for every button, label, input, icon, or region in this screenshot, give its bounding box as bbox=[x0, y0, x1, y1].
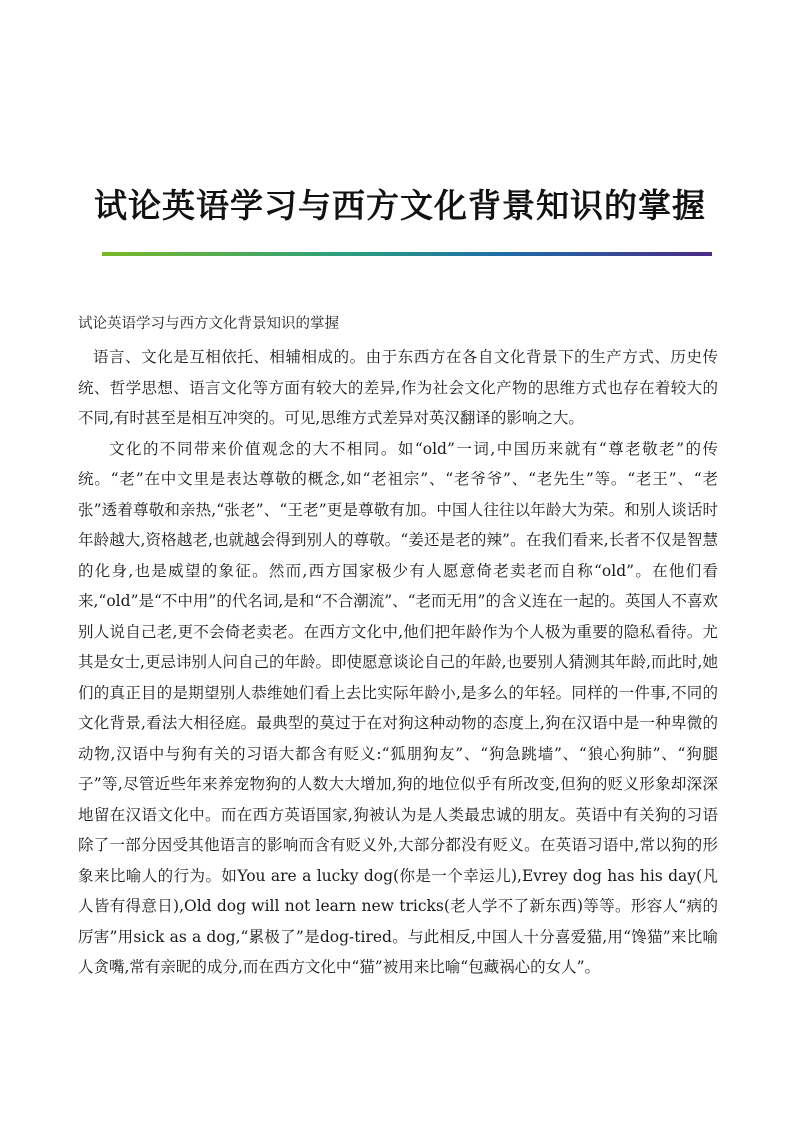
document-title: 试论英语学习与西方文化背景知识的掌握 bbox=[94, 186, 706, 226]
document-subtitle: 试论英语学习与西方文化背景知识的掌握 bbox=[78, 316, 339, 332]
title-divider bbox=[102, 252, 712, 256]
document-body bbox=[78, 342, 718, 983]
paragraph-culture-values: 文化的不同带来价值观念的大不相同。如“old”一词,中国历来就有“尊老敬老”的传统。“老”在中文里是表达尊敬的概念,如“老祖宗”、“老爷爷”、“老先生”等。“老王”、“老张”透着尊敬和亲热,“张老”、“王老”更是尊敬有加。中国人往往以年龄大为荣。和别人谈话时年龄越大,资格越老,也就越会得到别人的尊敬。“姜还是老的辣”。在我们看来,长者不仅是智慧的化身,也是威望的象征。然而,西方国家极少有人愿意倚老卖老而自称“old”。在他们看来,“old”是“不中用”的代名词,是和“不合潮流”、“老而无用”的含义连在一起的。英国人不喜欢别人说自己老,更不会倚老卖老。在西方文化中,他们把年龄作为个人极为重要的隐私看待。尤其是女士,更忌讳别人问自己的年龄。即使愿意谈论自己的年龄,也要别人猜测其年龄,而此时,她们的真正目的是期望别人恭维她们看上去比实际年龄小,是多么的年轻。同样的一件事,不同的文化背景,看法大相径庭。最典型的莫过于在对狗这种动物的态度上,狗在汉语中是一种卑微的动物,汉语中与狗有关的习语大都含有贬义:“狐朋狗友”、“狗急跳墙”、“狼心狗肺”、“狗腿子”等,尽管近些年来养宠物狗的人数大大增加,狗的地位似乎有所改变,但狗的贬义形象却深深地留在汉语文化中。而在西方英语国家,狗被认为是人类最忠诚的朋友。英语中有关狗的习语除了一部分因受其他语言的影响而含有贬义外,大部分都没有贬义。在英语习语中,常以狗的形象来比喻人的行为。如You are a lucky dog(你是一个幸运儿),Evrey dog has his day(凡人皆有得意日),Old dog will not learn new tricks(老人学不了新东西)等等。形容人“病的厉害”用sick as a dog,“累极了”是dog-tired。与此相反,中国人十分喜爱猫,用“馋猫”来比喻人贪嘴,常有亲昵的成分,而在西方文化中“猫”被用来比喻“包藏祸心的女人”。 bbox=[78, 439, 718, 976]
paragraph-intro: 语言、文化是互相依托、相辅相成的。由于东西方在各自文化背景下的生产方式、历史传统、哲学思想、语言文化等方面有较大的差异,作为社会文化产物的思维方式也存在着较大的不同,有时甚至是相互冲突的。可见,思维方式差异对英汉翻译的影响之大。 bbox=[78, 348, 718, 427]
